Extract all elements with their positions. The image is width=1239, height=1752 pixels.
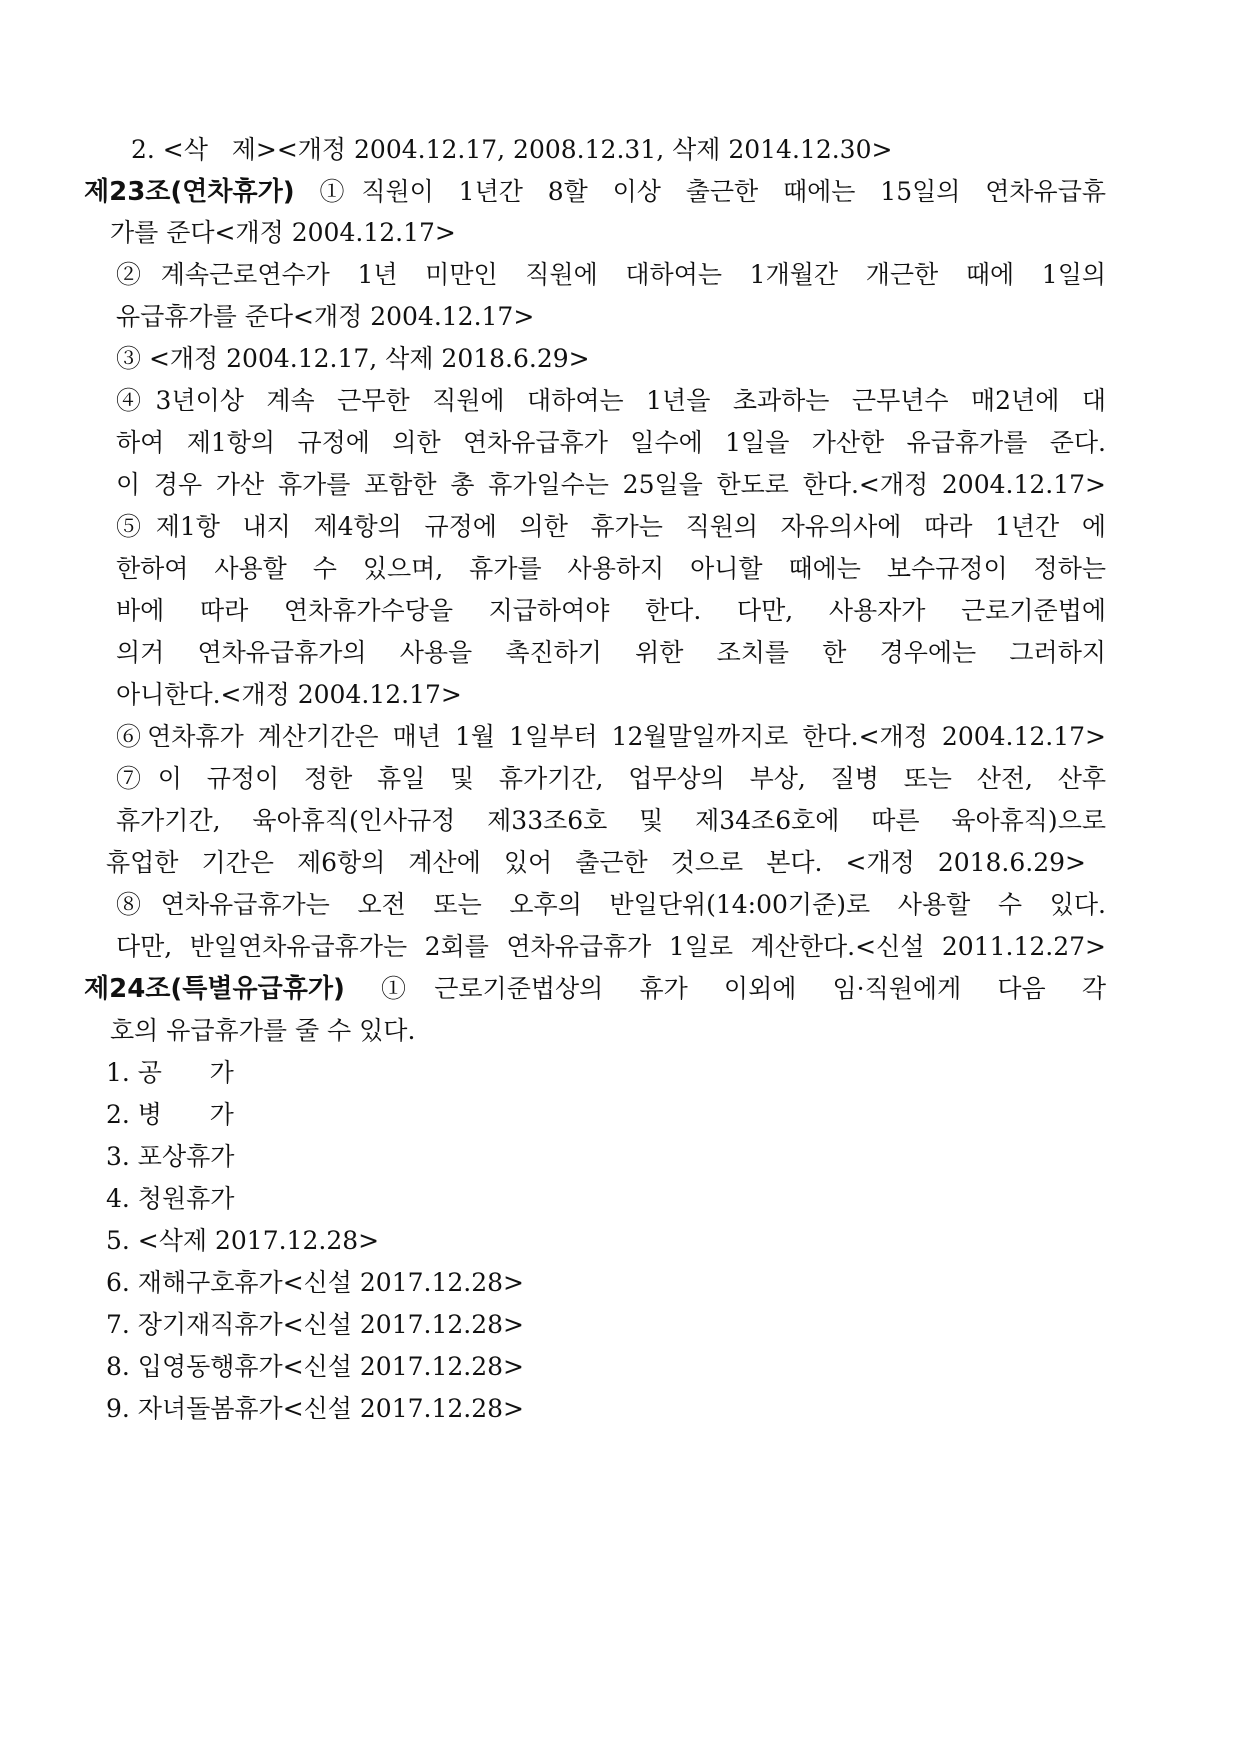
article-23-para-2-cont [116, 299, 534, 335]
list-item [106, 1265, 524, 1301]
line-text: ⑤제1항 내지 제4항의 규정에 의한 휴가는 직원의 자유의사에 따라 1년간 에 [116, 512, 1106, 541]
line-text: ①근로기준법상의 휴가 이외에 임·직원에게 다음 각 [344, 974, 1106, 1003]
list-item-text: 6. 재해구호휴가<신설 2017.12.28> [106, 1268, 524, 1297]
article-23-para-5 [116, 509, 1106, 545]
list-item [106, 1391, 524, 1427]
line-text: 가를 준다<개정 2004.12.17> [110, 218, 456, 247]
line-text: 아니한다.<개정 2004.12.17> [116, 680, 462, 709]
list-item-text: 1. 공 가 [106, 1058, 234, 1087]
list-item-text: 2. 병 가 [106, 1100, 234, 1129]
article-23-para-8 [116, 887, 1106, 923]
line-text: 이 경우 가산 휴가를 포함한 총 휴가일수는 25일을 한도로 한다.<개정 2004.12.17> [116, 470, 1106, 499]
list-item-text: 7. 장기재직휴가<신설 2017.12.28> [106, 1310, 524, 1339]
line-text: 호의 유급휴가를 줄 수 있다. [110, 1016, 416, 1045]
list-item [106, 1223, 379, 1259]
article-23-para-6 [116, 719, 1106, 755]
list-item-text: 5. <삭제 2017.12.28> [106, 1226, 380, 1255]
article-23-para-4-cont [116, 467, 1106, 503]
article-23-para-4-cont [116, 425, 1106, 461]
line-text: ⑥연차휴가 계산기간은 매년 1월 1일부터 12월말일까지로 한다.<개정 2004.12.17> [116, 722, 1106, 751]
article-23-para-7-cont [106, 845, 1086, 881]
article-23-title: 제23조(연차휴가) [84, 177, 295, 207]
list-item-text: 4. 청원휴가 [106, 1184, 235, 1213]
article-23-para-5-cont [116, 677, 462, 713]
list-item [106, 1055, 234, 1091]
line-text: 유급휴가를 준다<개정 2004.12.17> [116, 302, 535, 331]
list-item [106, 1097, 234, 1133]
line-text: 2. <삭 제><개정 2004.12.17, 2008.12.31, 삭제 2014.12.30> [131, 135, 893, 164]
line-text: 휴업한 기간은 제6항의 계산에 있어 출근한 것으로 본다. <개정 2018.6.29> [106, 848, 1086, 877]
list-item [106, 1307, 524, 1343]
article-23-heading-line [84, 174, 1106, 210]
list-item [106, 1139, 234, 1175]
line-text: ④3년이상 계속 근무한 직원에 대하여는 1년을 초과하는 근무년수 매2년에 대 [116, 386, 1106, 415]
line-text: ③ <개정 2004.12.17, 삭제 2018.6.29> [116, 344, 590, 373]
article-23-para-7-cont [116, 803, 1106, 839]
article-23-para-5-cont [116, 593, 1106, 629]
line-text: ②계속근로연수가 1년 미만인 직원에 대하여는 1개월간 개근한 때에 1일의 [116, 260, 1106, 289]
line-text: ⑧연차유급휴가는 오전 또는 오후의 반일단위(14:00기준)로 사용할 수 있다. [116, 890, 1106, 919]
line-text: 다만, 반일연차유급휴가는 2회를 연차유급휴가 1일로 계산한다.<신설 2011.12.27> [116, 932, 1106, 961]
article-24-title: 제24조(특별유급휴가) [84, 974, 345, 1004]
article-23-para-3 [116, 341, 590, 377]
line-text: ⑦이 규정이 정한 휴일 및 휴가기간, 업무상의 부상, 질병 또는 산전, 산후 [116, 764, 1106, 793]
article-22-item-2 [131, 132, 892, 168]
article-23-para-5-cont [116, 635, 1106, 671]
line-text: 하여 제1항의 규정에 의한 연차유급휴가 일수에 1일을 가산한 유급휴가를 준다. [116, 428, 1106, 457]
article-23-para-5-cont [116, 551, 1106, 587]
line-text: 바에 따라 연차휴가수당을 지급하여야 한다. 다만, 사용자가 근로기준법에 [116, 596, 1106, 625]
list-item-text: 3. 포상휴가 [106, 1142, 235, 1171]
article-24-heading-line [84, 971, 1106, 1007]
list-item-text: 8. 입영동행휴가<신설 2017.12.28> [106, 1352, 524, 1381]
article-23-para-4 [116, 383, 1106, 419]
line-text: ①직원이 1년간 8할 이상 출근한 때에는 15일의 연차유급휴 [294, 177, 1106, 206]
line-text: 휴가기간, 육아휴직(인사규정 제33조6호 및 제34조6호에 따른 육아휴직)으로 [116, 806, 1106, 835]
article-23-line [110, 215, 456, 251]
article-23-para-8-cont [116, 929, 1106, 965]
article-23-para-2 [116, 257, 1106, 293]
line-text: 한하여 사용할 수 있으며, 휴가를 사용하지 아니할 때에는 보수규정이 정하는 [116, 554, 1106, 583]
list-item-text: 9. 자녀돌봄휴가<신설 2017.12.28> [106, 1394, 524, 1423]
line-text: 의거 연차유급휴가의 사용을 촉진하기 위한 조치를 한 경우에는 그러하지 [116, 638, 1106, 667]
list-item [106, 1181, 234, 1217]
article-23-para-7 [116, 761, 1106, 797]
article-24-line [110, 1013, 415, 1049]
list-item [106, 1349, 524, 1385]
